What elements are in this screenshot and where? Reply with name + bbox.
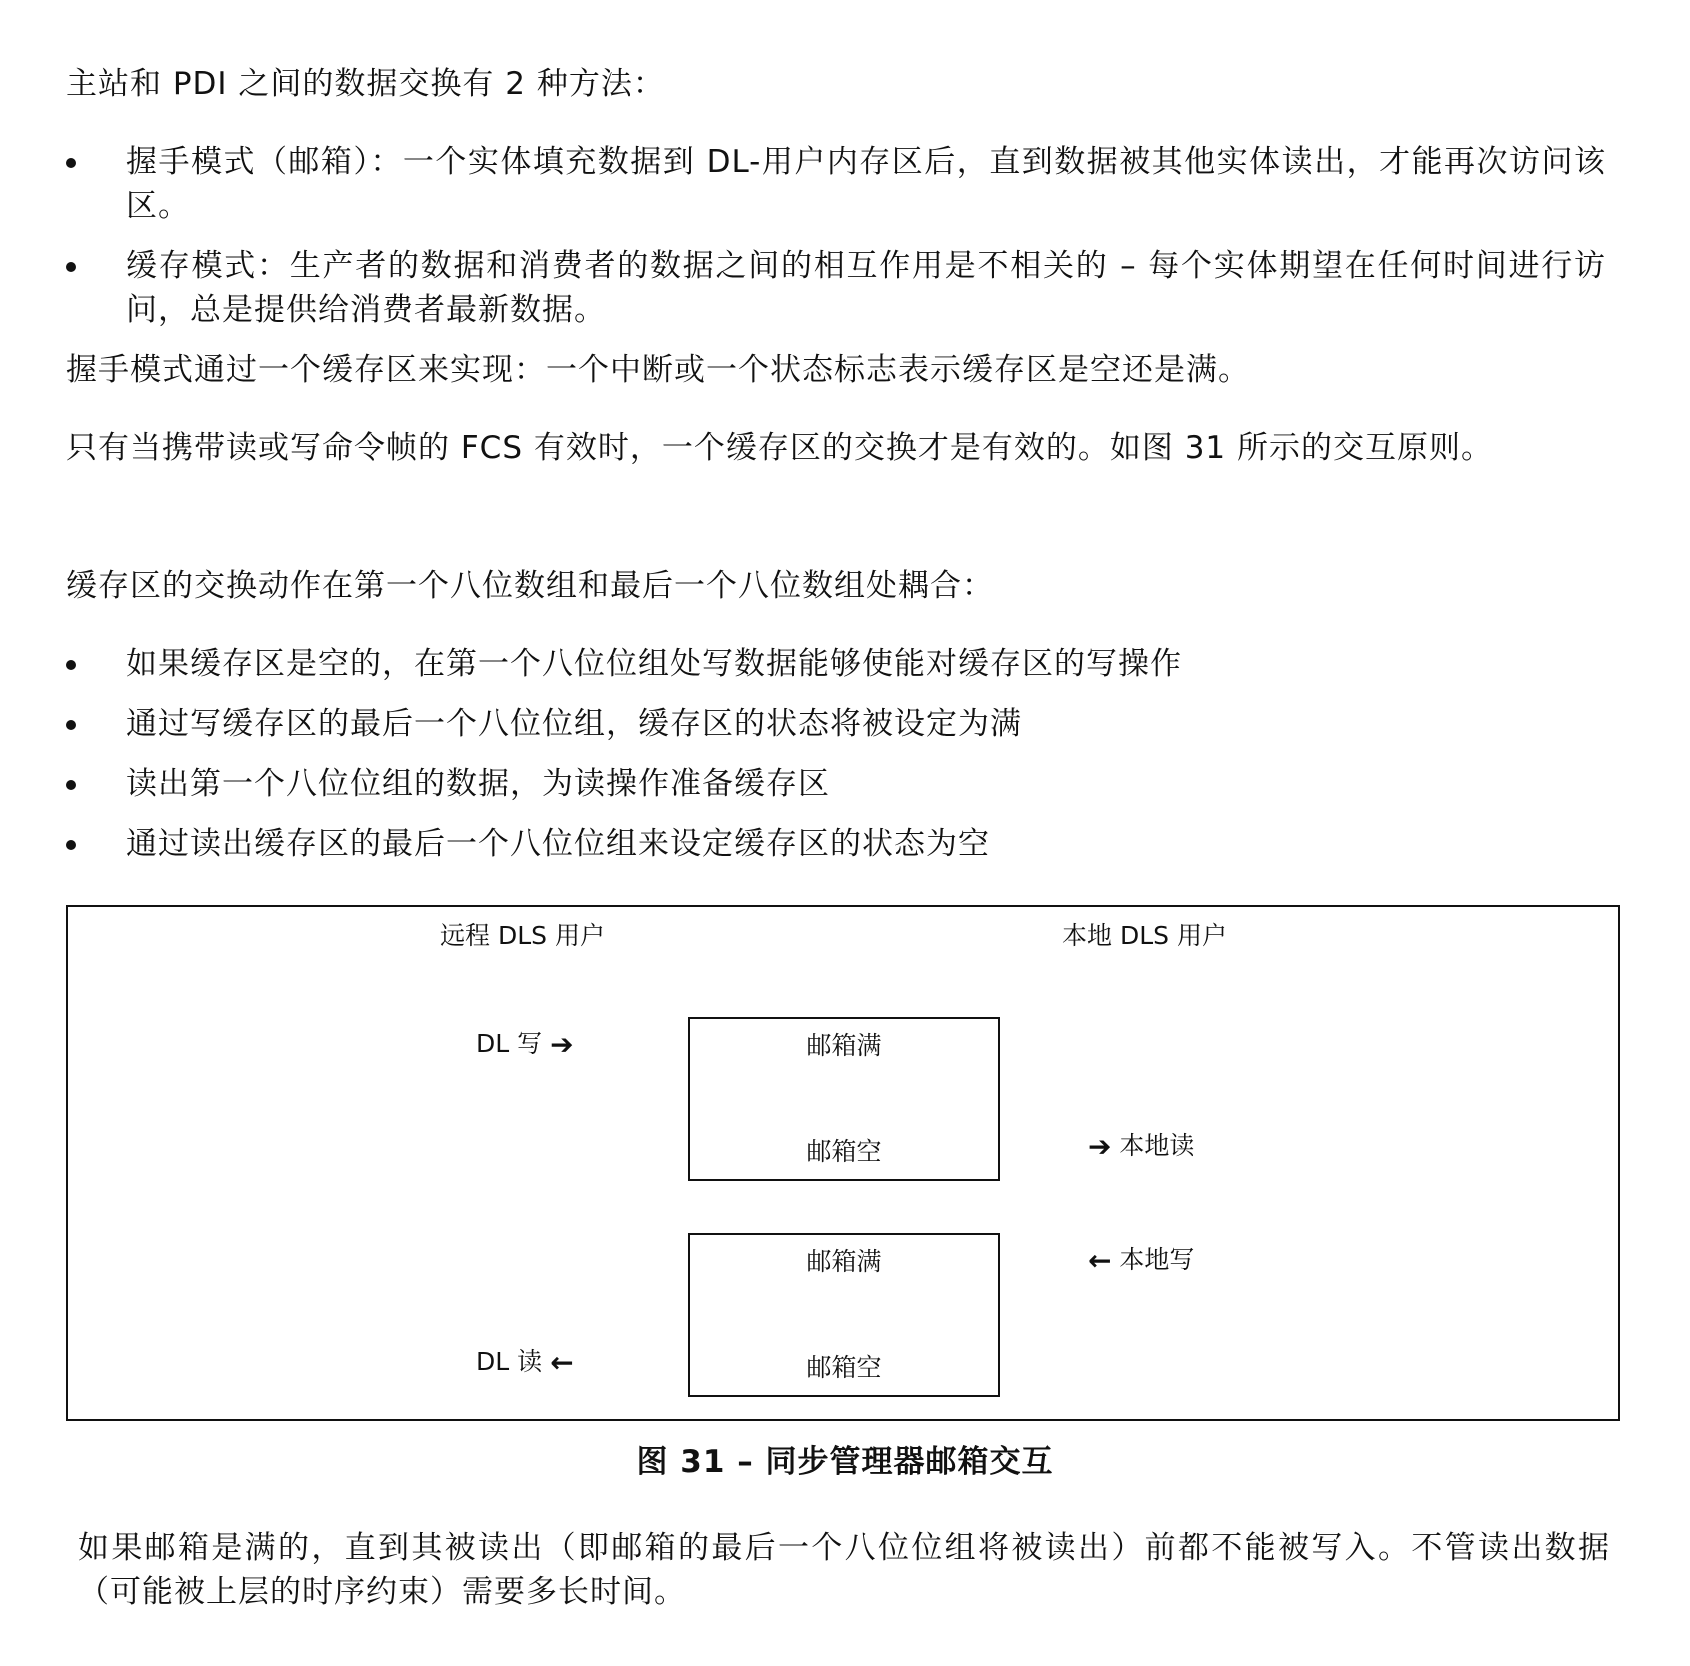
list-item-text: 读出第一个八位位组的数据，为读操作准备缓存区: [126, 766, 830, 802]
figure-caption: 图 31 – 同步管理器邮箱交互: [636, 1444, 1054, 1480]
dl-read-text: DL 读: [476, 1347, 543, 1376]
remote-dls-user-label: 远程 DLS 用户: [440, 921, 605, 950]
bullet-icon: [66, 840, 76, 850]
mailbox-empty-label: 邮箱空: [806, 1353, 882, 1382]
bullet-icon: [66, 660, 76, 670]
mailbox-full-label: 邮箱满: [806, 1247, 882, 1276]
local-write-label: [1088, 1245, 1194, 1276]
arrow-right-icon: ➔: [1088, 1130, 1112, 1163]
local-read-text: 本地读: [1119, 1131, 1195, 1160]
arrow-right-icon: ➔: [550, 1028, 574, 1061]
mailbox-interaction-figure: [66, 905, 1620, 1421]
list-item-text: 通过读出缓存区的最后一个八位位组来设定缓存区的状态为空: [126, 826, 990, 862]
dl-write-text: DL 写: [476, 1029, 543, 1058]
bullet-icon: [66, 158, 76, 168]
dl-write-label: [476, 1029, 574, 1060]
list-item-text: 缓存模式：生产者的数据和消费者的数据之间的相互作用是不相关的 – 每个实体期望在任何时间进行访问，总是提供给消费者最新数据。: [126, 248, 1606, 328]
closing-paragraph: 如果邮箱是满的，直到其被读出（即邮箱的最后一个八位位组将被读出）前都不能被写入。不管读出数据（可能被上层的时序约束）需要多长时间。: [78, 1530, 1610, 1610]
mailbox-bottom: [688, 1233, 1000, 1397]
local-write-text: 本地写: [1119, 1245, 1195, 1274]
fcs-paragraph: 只有当携带读或写命令帧的 FCS 有效时，一个缓存区的交换才是有效的。如图 31 所示的交互原则。: [66, 430, 1494, 466]
arrow-left-icon: ←: [550, 1346, 574, 1379]
local-dls-user-label: 本地 DLS 用户: [1062, 921, 1227, 950]
arrow-left-icon: ←: [1088, 1244, 1112, 1277]
list-item-text: 握手模式（邮箱）：一个实体填充数据到 DL-用户内存区后，直到数据被其他实体读出，才能再次访问该区。: [126, 144, 1606, 224]
local-read-label: [1088, 1131, 1194, 1162]
handshake-paragraph: 握手模式通过一个缓存区来实现：一个中断或一个状态标志表示缓存区是空还是满。: [66, 352, 1250, 388]
mailbox-empty-label: 邮箱空: [806, 1137, 882, 1166]
mailbox-full-label: 邮箱满: [806, 1031, 882, 1060]
mailbox-top: [688, 1017, 1000, 1181]
list-item-text: 如果缓存区是空的，在第一个八位位组处写数据能够使能对缓存区的写操作: [126, 646, 1182, 682]
bullet-icon: [66, 720, 76, 730]
coupling-intro-paragraph: 缓存区的交换动作在第一个八位数组和最后一个八位数组处耦合：: [66, 568, 994, 604]
dl-read-label: [476, 1347, 574, 1378]
bullet-icon: [66, 780, 76, 790]
list-item-text: 通过写缓存区的最后一个八位位组，缓存区的状态将被设定为满: [126, 706, 1022, 742]
intro-paragraph: 主站和 PDI 之间的数据交换有 2 种方法：: [66, 66, 665, 102]
bullet-icon: [66, 262, 76, 272]
